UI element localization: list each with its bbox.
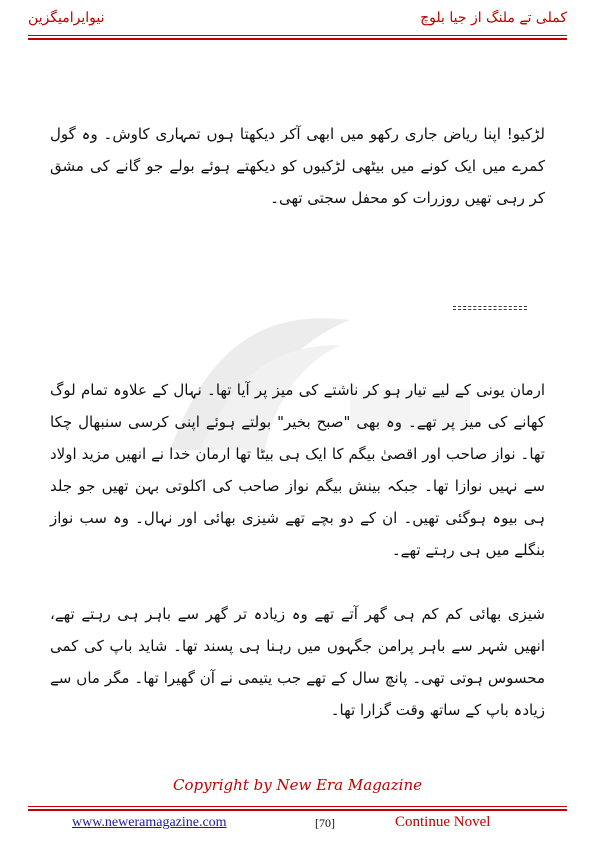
footer-copyright: Copyright by New Era Magazine [173,776,422,794]
header-novel-title: کملی تے ملنگ از جیا بلوچ [420,10,567,26]
paragraph-1: لڑکیو! اپنا ریاض جاری رکھو میں ابھی آکر دیکھتا ہوں تمہاری کاوش۔ وہ گول کمرے میں ایک کونے میں بیٹھی لڑکیوں کو دیکھتے ہوئے بولے جو گانے کی مشق کر رہی تھیں روزرات کو محفل سجتی تھی۔ [50,125,545,207]
paragraph-2: ارمان یونی کے لیے تیار ہو کر ناشتے کی میز پر آیا تھا۔ نہال کے علاوہ تمام لوگ کھانے کی میز پر تھے۔ وہ بھی "صبح بخیر" بولتے ہوئے اپنی کرسی سنبھال چکا تھا۔ نواز صاحب اور اقصیٰ بیگم کا ایک ہی بیٹا تھا ارمان خدا نے انھیں مزید اولاد سے نہیں نوازا تھا۔ جبکہ بینش بیگم نواز صاحب کی اکلوتی بہن تھیں جو جلد ہی بیوہ ہوگئی تھیں۔ ان کے دو بچے تھے شیزی بھائی اور نہال۔ وہ سب نواز بنگلے میں ہی رہتے تھے۔ [50,381,545,559]
page-number: [70] [315,816,335,830]
separator-line-2 [453,309,527,310]
paragraph-3: شیزی بھائی کم کم ہی گھر آتے تھے وہ زیادہ تر گھر سے باہر ہی رہتے تھے، انھیں شہر سے باہر پرامن جگہوں میں رہنا ہی پسند تھا۔ شاید باپ کی کمی محسوس ہوتی تھی۔ پانچ سال کے تھے جب یتیمی نے آن گھیرا تھا۔ مگر ماں سے زیادہ باپ کے ساتھ وقت گزارا تھا۔ [50,605,545,719]
website-link[interactable]: www.neweramagazine.com [72,815,227,830]
continue-novel-label: Continue Novel [395,814,491,830]
header-rule-thick [28,38,567,40]
footer-rule-thick [28,809,567,811]
separator-line [453,306,527,307]
footer-rule [28,806,567,807]
header-magazine-name: نیوایرامیگزین [28,10,105,26]
header-rule [28,35,567,36]
